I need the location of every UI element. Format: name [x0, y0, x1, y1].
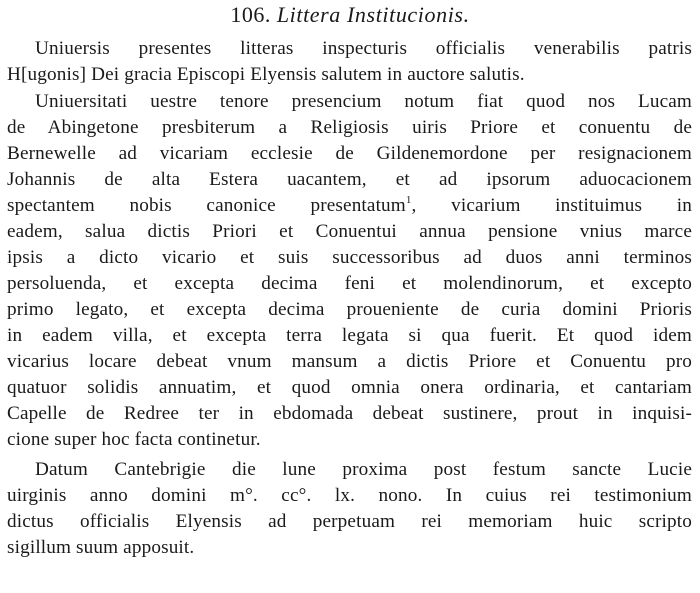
- paragraph-2-line-3: Bernewelle ad vicariam ecclesie de Gildenemordone per resignacionem: [7, 143, 692, 164]
- paragraph-2-line-2: de Abingetone presbiterum a Religiosis uiris Priore et conuentu de: [7, 117, 692, 138]
- paragraph-1-line-1: Uniuersis presentes litteras inspecturis officialis venerabilis patris: [35, 38, 692, 59]
- paragraph-2-line-10: in eadem villa, et excepta terra legata si qua fuerit. Et quod idem: [7, 325, 692, 346]
- paragraph-3-line-1: Datum Cantebrigie die lune proxima post festum sancte Lucie: [35, 459, 692, 480]
- paragraph-2-line-13: Capelle de Redree ter in ebdomada debeat sustinere, prout in inquisi-: [7, 403, 692, 424]
- paragraph-3-line-4: sigillum suum apposuit.: [7, 537, 195, 558]
- paragraph-2-line-5-end: , vicarium instituimus in: [411, 195, 693, 216]
- paragraph-2-line-12: quatuor solidis annuatim, et quod omnia onera ordinaria, et cantariam: [7, 377, 692, 398]
- paragraph-2-line-5-start: spectantem nobis canonice presentatum: [7, 195, 406, 216]
- paragraph-2-line-7: ipsis a dicto vicario et suis successoribus ad duos anni terminos: [7, 247, 692, 268]
- paragraph-2-line-1: Uniuersitati uestre tenore presencium notum fiat quod nos Lucam: [35, 91, 692, 112]
- paragraph-2-line-8: persoluenda, et excepta decima feni et molendinorum, et excepto: [7, 273, 692, 294]
- paragraph-2-line-14: cione super hoc facta continetur.: [7, 429, 261, 450]
- paragraph-3-line-3: dictus officialis Elyensis ad perpetuam rei memoriam huic scripto: [7, 511, 692, 532]
- paragraph-1-line-2: H[ugonis] Dei gracia Episcopi Elyensis salutem in auctore salutis.: [7, 64, 525, 85]
- document-heading: [0, 1, 700, 29]
- paragraph-2-line-9: primo legato, et excepta decima proueniente de curia domini Prioris: [7, 299, 692, 320]
- document-number: 106.: [230, 2, 271, 27]
- document-title: Littera Institucionis.: [276, 2, 470, 27]
- paragraph-3-line-2: uirginis anno domini m°. cc°. lx. nono. In cuius rei testimonium: [7, 485, 692, 506]
- paragraph-2-line-6: eadem, salua dictis Priori et Conuentui annua pensione vnius marce: [7, 221, 692, 242]
- paragraph-2-line-4: Johannis de alta Estera uacantem, et ad ipsorum aduocacionem: [7, 169, 692, 190]
- paragraph-2-line-11: vicarius locare debeat vnum mansum a dictis Priore et Conuentu pro: [7, 351, 692, 372]
- paragraph-2-line-5: [7, 193, 692, 219]
- footnote-marker: 1: [405, 194, 412, 206]
